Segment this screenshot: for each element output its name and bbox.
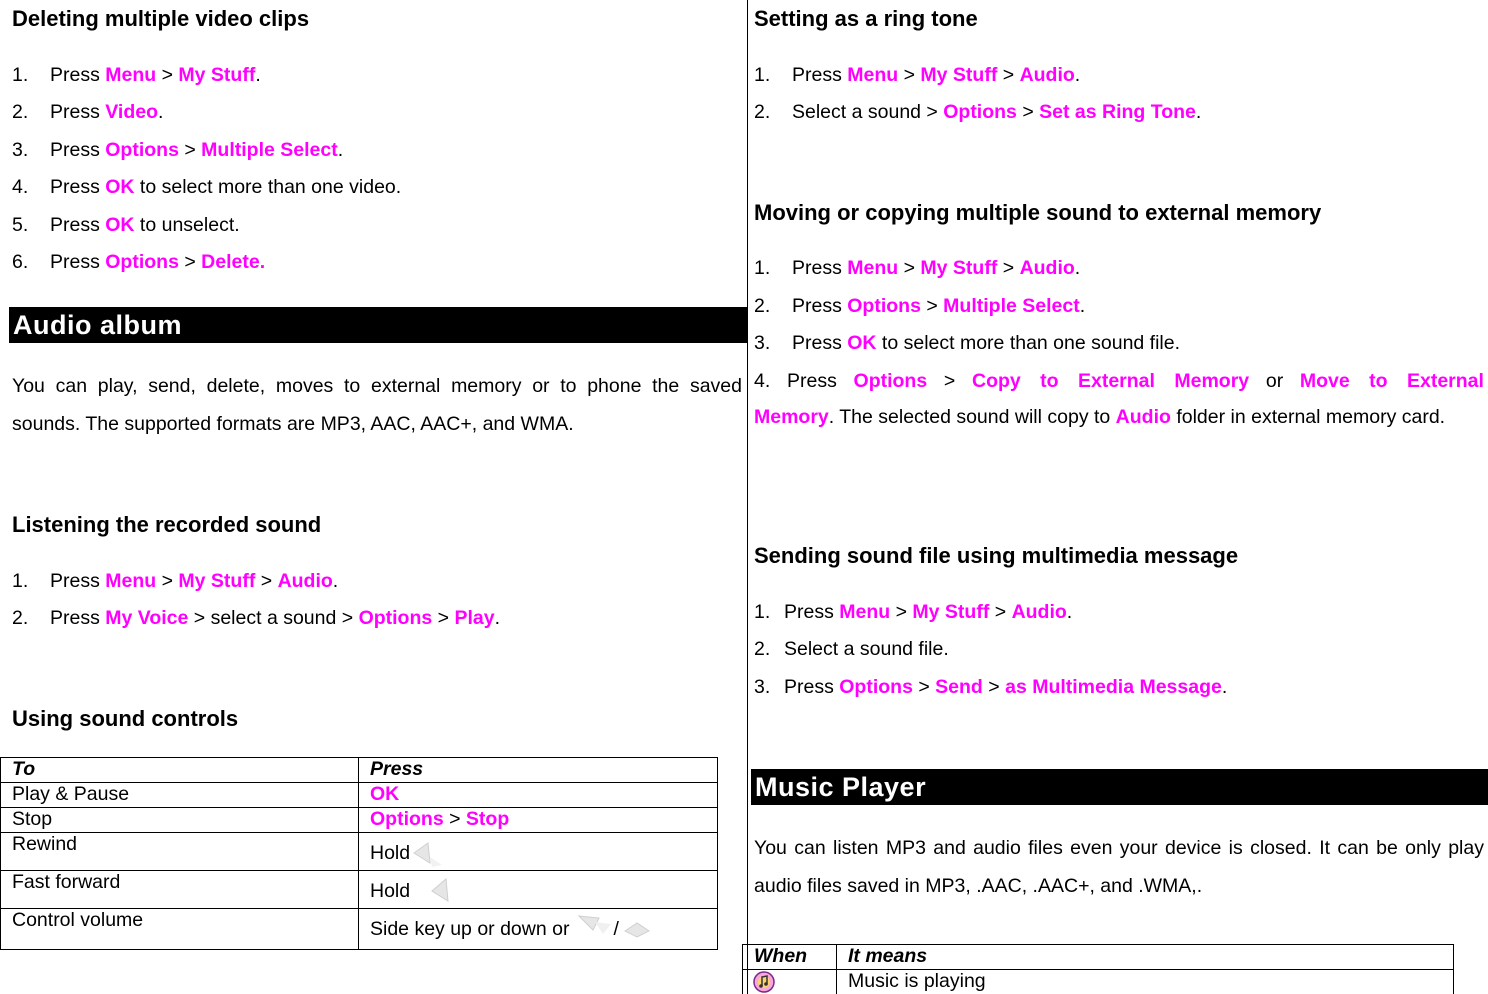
heading-moving-copying: Moving or copying multiple sound to external memory [754, 200, 1322, 225]
row-label-play-pause: Play & Pause [1, 783, 359, 808]
table-row [1, 909, 718, 950]
row-press-play-pause: OK [359, 783, 718, 808]
table-header-row [1, 758, 718, 783]
nav-key-up-icon [569, 912, 613, 948]
heading-sending-mms: Sending sound file using multimedia message [754, 543, 1239, 568]
col-when: When [743, 945, 837, 970]
ringtone-step-1: 1. Press Menu > My Stuff > Audio. [754, 64, 1081, 86]
row-press-stop: Options > Stop [359, 808, 718, 833]
row-press-rewind: Hold [359, 833, 718, 871]
heading-ring-tone: Setting as a ring tone [754, 6, 978, 31]
moving-step-4-continuation: Memory. The selected sound will copy to Audio folder in external memory card. [754, 406, 1446, 428]
table-row [1, 871, 718, 909]
table-row [1, 833, 718, 871]
sound-controls-table [0, 757, 718, 950]
row-label-stop: Stop [1, 808, 359, 833]
sending-step-3: 3. Press Options > Send > as Multimedia Message. [754, 676, 1228, 698]
table-row [743, 970, 1454, 994]
delete-step-3: 3. Press Options > Multiple Select. [12, 139, 344, 161]
music-player-intro: You can listen MP3 and audio files even your device is closed. It can be only play audio files saved in MP3, .AAC, .AAC+, and .WMA,. [754, 837, 1484, 897]
col-to: To [1, 758, 359, 783]
delete-step-5: 5. Press OK to unselect. [12, 214, 240, 236]
col-press: Press [359, 758, 718, 783]
row-label-fast-forward: Fast forward [1, 871, 359, 909]
nav-key-down-icon [619, 915, 651, 945]
sending-step-2: 2. Select a sound file. [754, 638, 949, 660]
delete-step-1: 1. Press Menu > My Stuff. [12, 64, 261, 86]
row-label-rewind: Rewind [1, 833, 359, 871]
heading-listening: Listening the recorded sound [12, 512, 322, 537]
moving-step-2: 2. Press Options > Multiple Select. [754, 295, 1086, 317]
row-when-music-playing [743, 970, 837, 994]
heading-deleting-video: Deleting multiple video clips [12, 6, 310, 31]
table-header-row [743, 945, 1454, 970]
section-bar-music-player: Music Player [751, 769, 1488, 805]
table-row [1, 783, 718, 808]
audio-album-intro: You can play, send, delete, moves to external memory or to phone the saved sounds. The supported formats are MP3, AAC, AAC+, and WMA. [12, 375, 742, 435]
moving-step-1: 1. Press Menu > My Stuff > Audio. [754, 257, 1081, 279]
delete-step-4: 4. Press OK to select more than one video. [12, 176, 402, 198]
ringtone-step-2: 2. Select a sound > Options > Set as Ring Tone. [754, 101, 1202, 123]
sending-step-1: 1. Press Menu > My Stuff > Audio. [754, 601, 1073, 623]
nav-key-left-icon [410, 839, 446, 869]
row-means-music-playing: Music is playing [837, 970, 1454, 994]
delete-step-6: 6. Press Options > Delete. [12, 251, 266, 273]
row-press-control-volume: Side key up or down or / [359, 909, 718, 950]
heading-sound-controls: Using sound controls [12, 706, 239, 731]
col-it-means: It means [837, 945, 1454, 970]
nav-key-right-icon [410, 877, 454, 907]
listening-step-2: 2. Press My Voice > select a sound > Options > Play. [12, 607, 501, 629]
row-label-control-volume: Control volume [1, 909, 359, 950]
music-player-status-table [742, 944, 1454, 994]
delete-step-2: 2. Press Video. [12, 101, 164, 123]
moving-step-3: 3. Press OK to select more than one sound file. [754, 332, 1181, 354]
music-playing-icon [753, 971, 775, 993]
row-press-fast-forward: Hold [359, 871, 718, 909]
moving-step-4-line-1: 4. Press Options > Copy to External Memory or Move to External [754, 370, 1484, 392]
column-divider [747, 0, 748, 994]
listening-step-1: 1. Press Menu > My Stuff > Audio. [12, 570, 339, 592]
section-bar-audio-album: Audio album [9, 307, 747, 343]
table-row [1, 808, 718, 833]
